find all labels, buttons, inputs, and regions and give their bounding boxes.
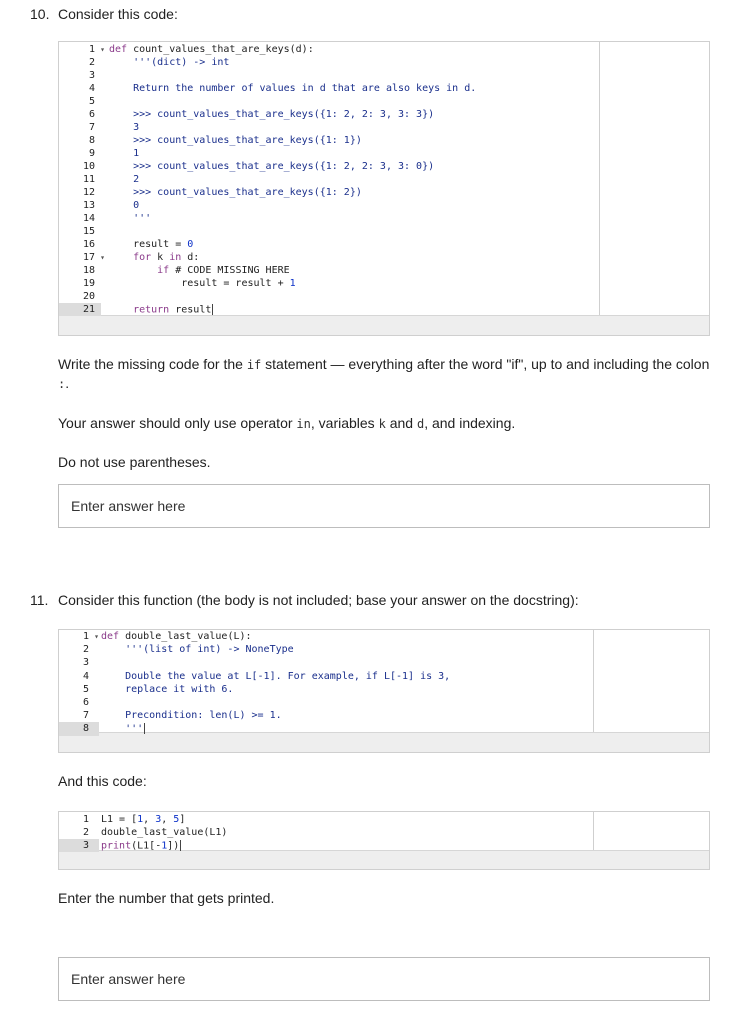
code-token: 1: [289, 278, 296, 289]
code-line: [109, 109, 434, 120]
code-token: 2: [109, 174, 140, 185]
text-cursor: [180, 840, 181, 851]
code-line: [109, 213, 151, 224]
line-number: 16: [82, 239, 95, 250]
code-token: return: [109, 304, 176, 316]
line-number: 14: [82, 213, 95, 224]
instruction-text: and: [385, 415, 417, 431]
code-token: print: [101, 840, 132, 852]
question-11-intro: Consider this function (the body is not included; base your answer on the docstring):: [58, 592, 579, 608]
code-token: double_last_value(L):: [125, 631, 252, 642]
code-token: def: [101, 631, 126, 642]
text-cursor: [212, 304, 213, 315]
code-line: [109, 174, 139, 185]
code-token: ''': [109, 213, 152, 224]
code-line: [101, 827, 227, 838]
code-token: ]): [167, 840, 180, 852]
answer-input-q11[interactable]: [58, 957, 710, 1001]
code-token: ,: [143, 814, 156, 825]
code-line: [109, 200, 139, 211]
line-number: 8: [82, 723, 89, 735]
code-token: 0: [187, 239, 194, 250]
editor-status-strip: [59, 732, 709, 752]
line-number: 3: [82, 840, 89, 851]
line-number: 18: [82, 265, 95, 276]
line-number: 7: [88, 122, 95, 133]
line-number: 21: [82, 304, 95, 315]
instruction-text: statement — everything after the word "if", up to and including the colon: [261, 356, 710, 372]
text-cursor: [144, 723, 145, 734]
line-number: 8: [88, 135, 95, 146]
line-number: 7: [82, 710, 89, 722]
code-token: >>> count_values_that_are_keys({1: 2, 2: 3, 3: 0}): [109, 161, 435, 172]
line-number: 6: [82, 697, 89, 708]
code-token: 0: [109, 200, 140, 211]
code-token: 3: [109, 122, 140, 133]
line-number: 15: [82, 226, 95, 237]
code-token: in: [169, 252, 188, 263]
code-token: if: [109, 265, 176, 276]
line-number: 3: [82, 657, 89, 669]
code-line: [109, 161, 434, 172]
inline-code-in: in: [296, 417, 311, 431]
active-line-number-highlight: [59, 722, 99, 735]
instruction-text: , and indexing.: [424, 415, 516, 431]
code-token: (L1[-: [131, 840, 162, 852]
code-token: # CODE MISSING HERE: [175, 265, 290, 276]
question-10-number: 10.: [30, 6, 50, 22]
line-number: 19: [82, 278, 95, 289]
code-token: >>> count_values_that_are_keys({1: 1}): [109, 135, 362, 146]
instruction-text: Your answer should only use operator: [58, 415, 297, 431]
code-token: ''': [101, 723, 144, 735]
code-line: [109, 44, 314, 55]
line-number: 4: [82, 670, 89, 682]
code-token: 1: [161, 840, 168, 852]
line-number: 2: [88, 57, 95, 68]
code-editor-q11-usage[interactable]: [58, 811, 710, 870]
code-line: [109, 122, 139, 133]
code-line: [109, 57, 229, 68]
editor-status-strip: [59, 315, 709, 335]
code-line: [109, 148, 139, 159]
line-number: 20: [82, 291, 95, 302]
line-number: 2: [82, 644, 89, 656]
code-token: k: [157, 252, 170, 263]
editor-margin-line: [593, 812, 594, 850]
code-line: [101, 710, 282, 721]
code-token: d:: [187, 252, 200, 263]
line-number: 5: [88, 96, 95, 107]
editor-margin-line: [593, 630, 594, 733]
line-number: 3: [88, 70, 95, 81]
instruction-text: , variables: [310, 415, 379, 431]
line-number: 1: [82, 814, 89, 825]
inline-code-colon: :: [58, 377, 66, 391]
line-number: 9: [88, 148, 95, 159]
fold-chevron-icon[interactable]: ▾: [100, 253, 105, 262]
line-number: 1: [88, 44, 95, 55]
question-11-intro-2: And this code:: [58, 773, 147, 789]
code-line: [101, 684, 233, 695]
fold-chevron-icon[interactable]: ▾: [100, 45, 105, 54]
answer-placeholder: Enter answer here: [71, 498, 186, 514]
code-token: L1 = [: [101, 814, 138, 825]
code-line: [109, 187, 362, 198]
code-token: double_last_value(L1): [101, 827, 228, 838]
line-number: 1: [82, 631, 89, 642]
line-number: 4: [88, 83, 95, 94]
code-token: result: [175, 304, 212, 316]
answer-placeholder: Enter answer here: [71, 971, 186, 987]
active-line-number-highlight: [59, 839, 99, 852]
code-token: '''(dict) -> int: [109, 57, 230, 68]
fold-chevron-icon[interactable]: ▾: [94, 632, 99, 641]
code-token: 1: [109, 148, 140, 159]
line-number: 12: [82, 187, 95, 198]
question-10-instruction-3: Do not use parentheses.: [58, 454, 211, 470]
question-10-intro: Consider this code:: [58, 6, 178, 22]
code-line: [101, 840, 181, 852]
instruction-text: .: [65, 375, 70, 391]
code-token: ,: [161, 814, 174, 825]
code-line: [109, 304, 213, 316]
inline-code-k: k: [378, 417, 386, 431]
code-line: [101, 644, 294, 655]
code-line: [109, 278, 296, 289]
code-line: [101, 814, 185, 825]
code-token: ]: [179, 814, 186, 825]
code-line: [101, 723, 145, 735]
line-number: 2: [82, 827, 89, 838]
line-number: 13: [82, 200, 95, 211]
code-token: 3: [155, 814, 162, 825]
code-token: result =: [109, 239, 188, 250]
question-10-instruction-2: [58, 415, 515, 431]
code-editor-q11-function[interactable]: [58, 629, 710, 753]
code-line: [109, 239, 193, 250]
code-token: >>> count_values_that_are_keys({1: 2, 2: 3, 3: 3}): [109, 109, 435, 120]
code-token: 5: [173, 814, 180, 825]
question-10-instruction-1: [58, 356, 709, 372]
inline-code-d: d: [416, 417, 425, 431]
line-number: 6: [88, 109, 95, 120]
code-token: Double the value at L[-1]. For example, if L[-1] is 3,: [101, 670, 451, 682]
line-number: 10: [82, 161, 95, 172]
code-token: result = result +: [109, 278, 290, 289]
editor-status-strip: [59, 850, 709, 869]
editor-margin-line: [599, 42, 600, 315]
code-token: count_values_that_are_keys(d):: [133, 44, 314, 55]
line-number: 17: [82, 252, 95, 263]
code-token: replace it with 6.: [101, 683, 234, 695]
code-token: Return the number of values in d that are also keys in d.: [109, 83, 477, 94]
answer-input-q10[interactable]: [58, 484, 710, 528]
code-line: [101, 631, 252, 642]
code-editor-q10[interactable]: [58, 41, 710, 336]
code-line: [109, 265, 290, 276]
code-token: for: [109, 252, 158, 263]
question-11-instruction: Enter the number that gets printed.: [58, 890, 275, 906]
code-token: >>> count_values_that_are_keys({1: 2}): [109, 187, 362, 198]
code-line: [109, 252, 199, 263]
code-line: [109, 83, 476, 94]
code-token: '''(list of int) -> NoneType: [101, 644, 294, 656]
line-number: 11: [82, 174, 95, 185]
code-line: [101, 671, 450, 682]
inline-code-if: if: [246, 358, 262, 372]
question-11-number: 11.: [30, 592, 49, 608]
code-token: def: [109, 44, 134, 55]
code-line: [109, 135, 362, 146]
line-number: 5: [82, 683, 89, 695]
code-token: 1: [137, 814, 144, 825]
question-10-instruction-1-cont: [58, 375, 69, 391]
instruction-text: Write the missing code for the: [58, 356, 247, 372]
code-token: Precondition: len(L) >= 1.: [101, 710, 282, 722]
